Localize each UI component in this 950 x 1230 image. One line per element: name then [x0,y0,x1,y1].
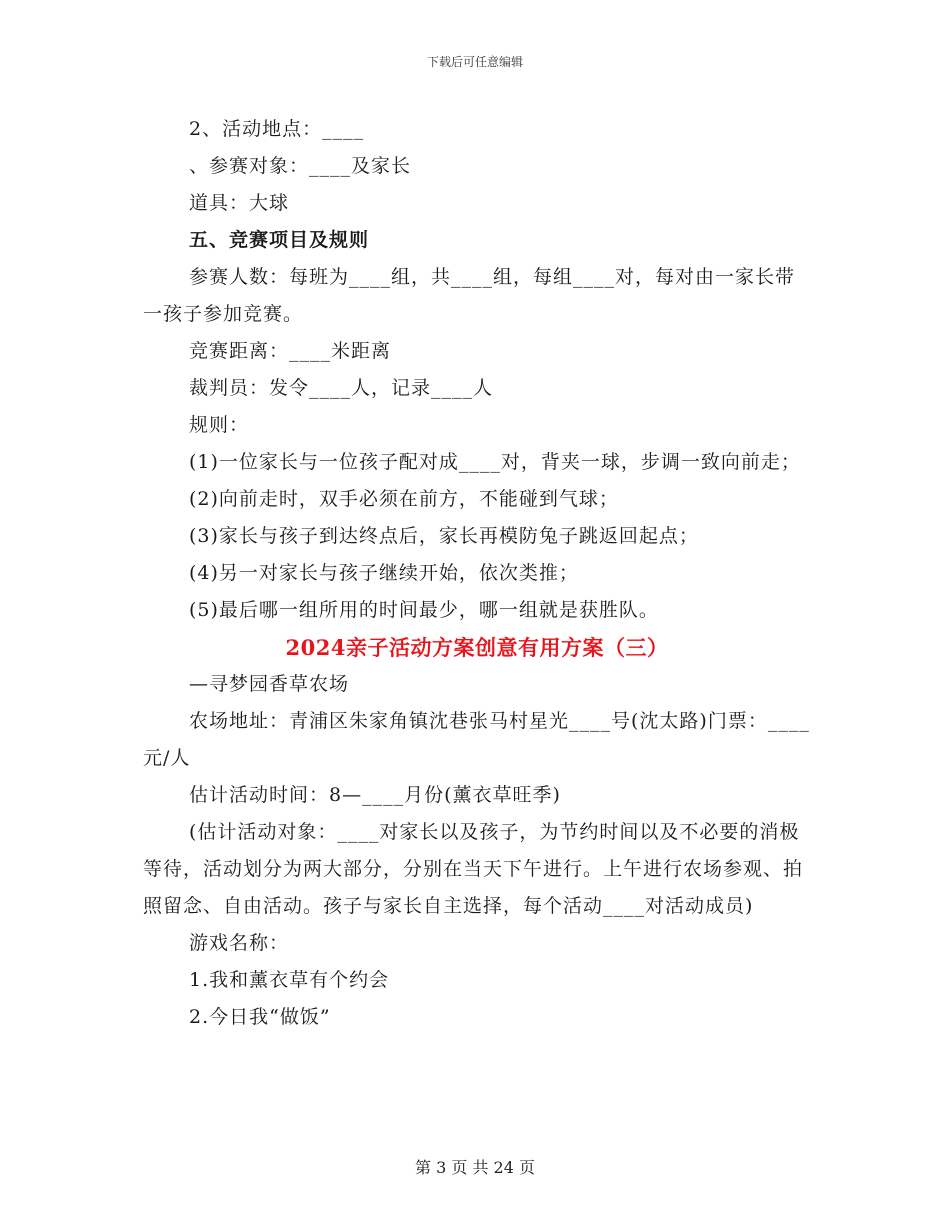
referee-line: 裁判员：发令____人，记录____人 [189,377,494,399]
props-line: 道具：大球 [189,192,290,214]
activity-time-line: 估计活动时间：8—____月份(薰衣草旺季) [189,784,561,806]
game-item-2: 2.今日我“做饭” [189,1006,331,1028]
rule-item-1: (1)一位家长与一位孩子配对成____对，背夹一球，步调一致向前走； [189,451,801,473]
rule-item-3: (3)家长与孩子到达终点后，家长再模防兔子跳返回起点； [189,525,699,547]
page-header-note: 下载后可任意编辑 [426,55,523,69]
venue-line: 2、活动地点：____ [189,118,365,140]
activity-target-paragraph: (估计活动对象：____对家长以及孩子，为节约时间以及不必要的消极等待，活动划分为两大部分，分别在当天下午进行。上午进行农场参观、拍照留念、自由活动。孩子与家长自主选择，每个活动____对活动成员) [143,821,804,917]
game-name-label: 游戏名称： [189,932,290,954]
distance-line: 竞赛距离：____米距离 [189,340,392,362]
section-three-title: 2024亲子活动方案创意有用方案（三） [285,635,669,660]
rules-label: 规则： [189,414,250,436]
page-number-footer: 第 3 页 共 24 页 [415,1158,535,1177]
participant-count-paragraph: 参赛人数：每班为____组，共____组，每组____对，每对由一家长带一孩子参加竞赛。 [143,266,796,325]
participants-line: 、参赛对象：____及家长 [189,155,412,177]
game-item-1: 1.我和薰衣草有个约会 [189,969,390,991]
rule-item-2: (2)向前走时，双手必须在前方，不能碰到气球； [189,488,619,510]
section-five-heading: 五、竞赛项目及规则 [189,229,370,251]
rule-item-5: (5)最后哪一组所用的时间最少，哪一组就是获胜队。 [189,599,659,621]
farm-address-paragraph: 农场地址：青浦区朱家角镇沈巷张马村星光____号(沈太路)门票：____元/人 [143,710,810,769]
rule-item-4: (4)另一对家长与孩子继续开始，依次类推； [189,562,579,584]
farm-name-line: —寻梦园香草农场 [189,673,350,695]
document-body [143,111,811,1036]
